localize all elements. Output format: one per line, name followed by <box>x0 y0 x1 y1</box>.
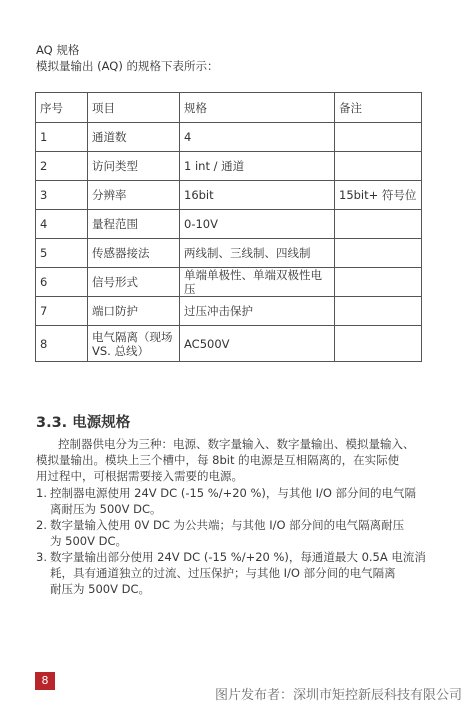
section-title: 3.3. 电源规格 <box>36 415 131 431</box>
table-cell: 4 <box>180 123 335 152</box>
table-cell: 2 <box>36 152 88 181</box>
table-cell: 分辨率 <box>88 181 180 210</box>
header-cell: 项目 <box>88 93 180 123</box>
header-cell: 规格 <box>180 93 335 123</box>
table-cell: 1 int / 通道 <box>180 152 335 181</box>
table-cell: 单端单极性、单端双极性电压 <box>180 268 335 297</box>
table-cell: 访问类型 <box>88 152 180 181</box>
table-row <box>36 239 422 268</box>
header-cell: 序号 <box>36 93 88 123</box>
section-paragraph <box>36 436 428 484</box>
table-cell: 两线制、三线制、四线制 <box>180 239 335 268</box>
list-number: 3. <box>36 550 47 564</box>
list-item <box>36 485 428 517</box>
table-cell: 电气隔离（现场 VS. 总线） <box>88 326 180 362</box>
table-row <box>36 152 422 181</box>
table-row <box>36 181 422 210</box>
table-cell <box>335 268 422 297</box>
list-line: 耗，具有通道独立的过流、过压保护；与其他 I/O 部分间的电气隔离 <box>50 566 396 580</box>
list-number: 1. <box>36 486 47 500</box>
table-header-row <box>36 93 422 123</box>
table-cell: 16bit <box>180 181 335 210</box>
spec-heading: AQ 规格 <box>36 43 80 57</box>
table-cell: 5 <box>36 239 88 268</box>
table-cell: 传感器接法 <box>88 239 180 268</box>
table-cell <box>335 210 422 239</box>
paragraph-line: 控制器供电分为三种：电源、数字量输入、数字量输出、模拟量输入、 <box>58 437 415 451</box>
table-row <box>36 210 422 239</box>
table-cell: 1 <box>36 123 88 152</box>
table-cell: 15bit+ 符号位 <box>335 181 422 210</box>
list-line: 离耐压为 500V DC。 <box>50 502 162 516</box>
table-cell: 8 <box>36 326 88 362</box>
table-cell: 通道数 <box>88 123 180 152</box>
table-cell <box>335 326 422 362</box>
table-cell <box>335 123 422 152</box>
table-cell: 3 <box>36 181 88 210</box>
header-cell: 备注 <box>335 93 422 123</box>
list-item <box>36 549 428 597</box>
table-row <box>36 326 422 362</box>
table-cell: AC500V <box>180 326 335 362</box>
table-cell: 信号形式 <box>88 268 180 297</box>
table-cell <box>335 297 422 326</box>
list-line: 数字量输出部分使用 24V DC (-15 %/+20 %)，每通道最大 0.5A 电流消 <box>50 550 426 564</box>
table-cell: 过压冲击保护 <box>180 297 335 326</box>
list-line: 为 500V DC。 <box>50 534 128 548</box>
table-cell: 端口防护 <box>88 297 180 326</box>
power-spec-list <box>36 485 428 597</box>
page-number: 8 <box>35 672 55 690</box>
list-line: 耐压为 500V DC。 <box>50 582 151 596</box>
table-cell <box>335 239 422 268</box>
table-row <box>36 297 422 326</box>
table-cell: 6 <box>36 268 88 297</box>
table-row <box>36 123 422 152</box>
table-row <box>36 268 422 297</box>
table-cell <box>335 152 422 181</box>
list-item <box>36 517 428 549</box>
list-number: 2. <box>36 518 47 532</box>
table-cell: 量程范围 <box>88 210 180 239</box>
table-cell: 7 <box>36 297 88 326</box>
list-line: 控制器电源使用 24V DC (-15 %/+20 %)，与其他 I/O 部分间的电气隔 <box>50 486 417 500</box>
paragraph-line: 用过程中，可根据需要接入需要的电源。 <box>36 469 243 483</box>
table-cell: 0-10V <box>180 210 335 239</box>
intro <box>36 42 219 74</box>
paragraph-line: 模拟量输出。模块上三个槽中，每 8bit 的电源是互相隔离的，在实际使 <box>36 453 400 467</box>
publisher-watermark: 图片发布者：深圳市矩控新辰科技有限公司 <box>214 688 462 703</box>
table-cell: 4 <box>36 210 88 239</box>
spec-subtitle: 模拟量输出 (AQ) 的规格下表所示： <box>36 59 219 73</box>
spec-table <box>35 92 422 362</box>
list-line: 数字量输入使用 0V DC 为公共端；与其他 I/O 部分间的电气隔离耐压 <box>50 518 405 532</box>
